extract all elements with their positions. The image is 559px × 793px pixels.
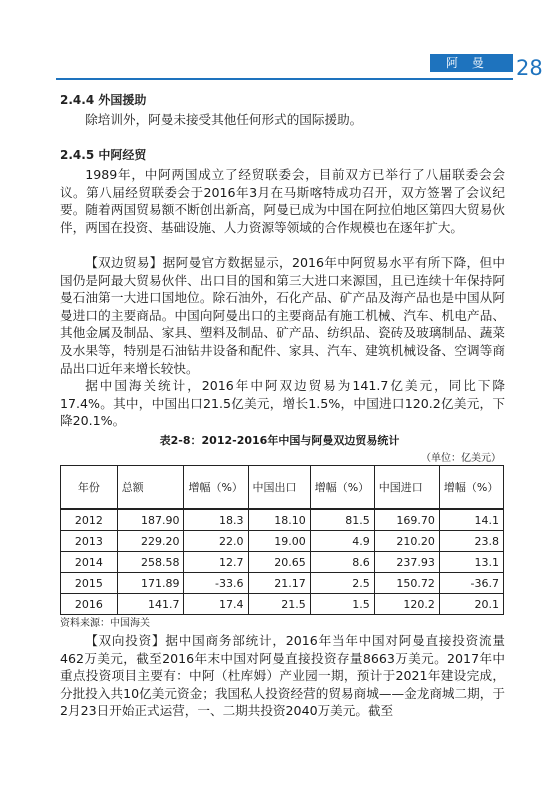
running-header-country: 阿 曼: [446, 56, 489, 70]
trade-statistics-table: [60, 465, 504, 615]
cell-import-growth: 13.1: [439, 552, 503, 573]
section-heading-foreign-aid: 2.4.4 外国援助: [60, 93, 147, 107]
cell-total-growth: 17.4: [184, 594, 248, 615]
column-header-import-growth: 增幅（%）: [439, 466, 503, 510]
page-number: 28: [516, 56, 543, 80]
cell-import-growth: 23.8: [439, 531, 503, 552]
aid-paragraph: 除培训外，阿曼未接受其他任何形式的国际援助。: [85, 112, 363, 127]
column-header-total: 总额: [117, 466, 184, 510]
cell-total: 187.90: [117, 509, 184, 531]
cell-export-growth: 2.5: [310, 573, 374, 594]
cell-year: 2015: [61, 573, 118, 594]
cell-export: 19.00: [248, 531, 310, 552]
table-header-row: [61, 466, 504, 510]
cell-year: 2016: [61, 594, 118, 615]
header-rule: [56, 78, 513, 80]
cell-total-growth: 18.3: [184, 509, 248, 531]
cell-import: 120.2: [374, 594, 439, 615]
cell-year: 2012: [61, 509, 118, 531]
table-row: [61, 531, 504, 552]
cell-export: 18.10: [248, 509, 310, 531]
table-row: [61, 573, 504, 594]
cell-total: 171.89: [117, 573, 184, 594]
table-source-note: 资料来源：中国海关: [60, 618, 150, 629]
cell-import: 237.93: [374, 552, 439, 573]
cell-import: 150.72: [374, 573, 439, 594]
cell-year: 2013: [61, 531, 118, 552]
bilateral-trade-paragraph: 【双边贸易】据阿曼官方数据显示，2016年中阿贸易水平有所下降，但中国仍是阿最大贸易伙伴、出口目的国和第三大进口来源国，且已连续十年保持阿曼石油第一大进口国地位。除石油外，石化产品、矿产品及海产品也是中国从阿曼进口的主要商品。中国向阿曼出口的主要商品有施工机械、汽车、机电产品、其他金属及制品、家具、塑料及制品、矿产品、纺织品、瓷砖及玻璃制品、蔬菜及水果等，特别是石油钻井设备和配件、家具、汽车、建筑机械设备、空调等商品出口近年来增长较快。: [60, 255, 505, 376]
table-row: [61, 509, 504, 531]
section-heading-trade: 2.4.5 中阿经贸: [60, 148, 147, 162]
cell-total-growth: -33.6: [184, 573, 248, 594]
table-unit: （单位：亿美元）: [421, 453, 501, 464]
cell-import-growth: -36.7: [439, 573, 503, 594]
cell-export-growth: 81.5: [310, 509, 374, 531]
column-header-export: 中国出口: [248, 466, 310, 510]
cell-import: 169.70: [374, 509, 439, 531]
table-row: [61, 552, 504, 573]
cell-import-growth: 14.1: [439, 509, 503, 531]
cell-export: 21.17: [248, 573, 310, 594]
cell-export-growth: 8.6: [310, 552, 374, 573]
column-header-year: 年份: [61, 466, 118, 510]
table-row: [61, 594, 504, 615]
cell-total-growth: 12.7: [184, 552, 248, 573]
investment-paragraph: 【双向投资】据中国商务部统计，2016年当年中国对阿曼直接投资流量462万美元，截至2016年末中国对阿曼直接投资存量8663万美元。2017年中重点投资项目主要有：中阿（杜库姆）产业园一期，预计于2021年建设完成，分批投入共10亿美元资金；我国私人投资经营的贸易商城——金龙商城二期，于2月23日开始正式运营，一、二期共投资2040万美元。截至: [60, 633, 505, 719]
cell-export-growth: 4.9: [310, 531, 374, 552]
cell-import-growth: 20.1: [439, 594, 503, 615]
cell-export-growth: 1.5: [310, 594, 374, 615]
cell-total: 229.20: [117, 531, 184, 552]
table-title: 表2-8：2012-2016年中国与阿曼双边贸易统计: [159, 434, 400, 447]
customs-statistics-paragraph: 据中国海关统计，2016年中阿双边贸易为141.7亿美元，同比下降17.4%。其中，中国出口21.5亿美元，增长1.5%，中国进口120.2亿美元，下降20.1%。: [60, 378, 505, 429]
cell-year: 2014: [61, 552, 118, 573]
cell-import: 210.20: [374, 531, 439, 552]
cell-export: 20.65: [248, 552, 310, 573]
cell-total: 258.58: [117, 552, 184, 573]
cell-total-growth: 22.0: [184, 531, 248, 552]
cell-total: 141.7: [117, 594, 184, 615]
column-header-total-growth: 增幅（%）: [184, 466, 248, 510]
trade-intro-paragraph: 1989年，中阿两国成立了经贸联委会，目前双方已举行了八届联委会会议。第八届经贸联委会于2016年3月在马斯喀特成功召开，双方签署了会议纪要。随着两国贸易额不断创出新高，阿曼已成为中国在阿拉伯地区第四大贸易伙伴，两国在投资、基础设施、人力资源等领域的合作规模也在逐年扩大。: [60, 167, 505, 235]
cell-export: 21.5: [248, 594, 310, 615]
column-header-export-growth: 增幅（%）: [310, 466, 374, 510]
column-header-import: 中国进口: [374, 466, 439, 510]
